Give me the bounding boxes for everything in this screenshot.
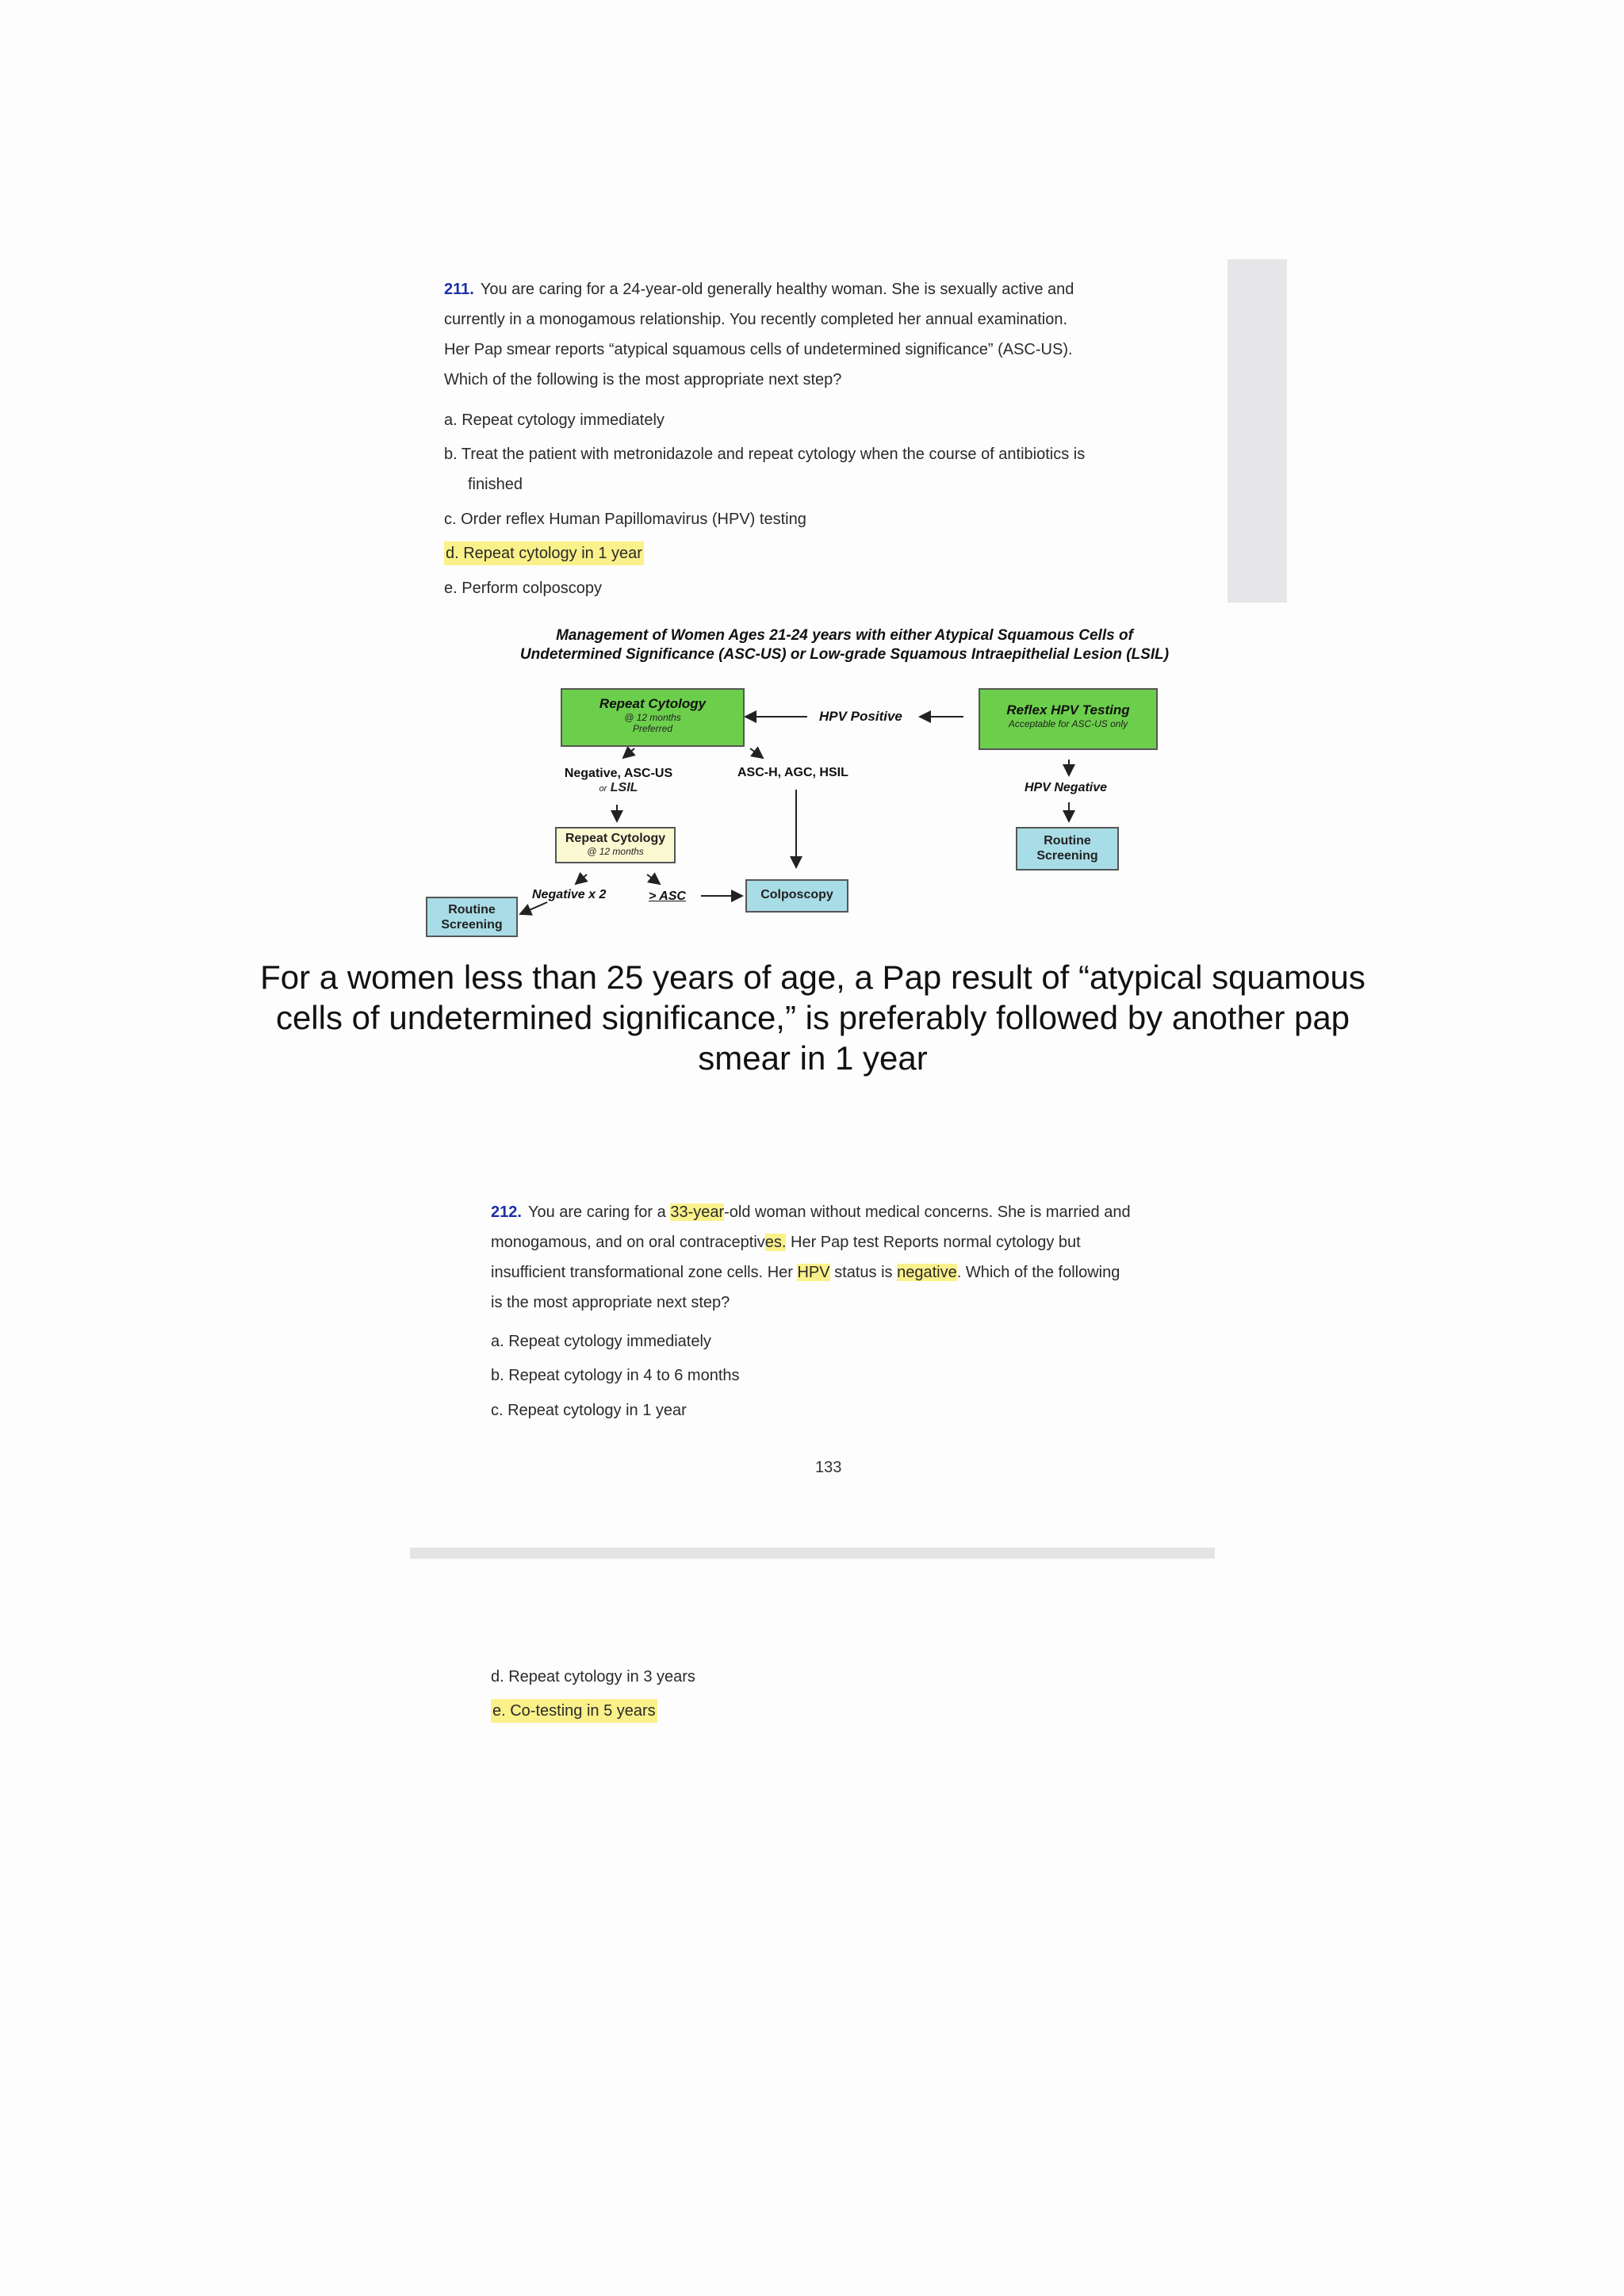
caption-line-3: smear in 1 year <box>698 1039 928 1077</box>
q211-option-d-answer: d. Repeat cytology in 1 year <box>444 541 644 565</box>
explanation-caption <box>198 957 1427 1078</box>
q212-es-highlight: es. <box>764 1234 787 1251</box>
q212-option-e-answer: e. Co-testing in 5 years <box>491 1699 657 1723</box>
q212-line-3a: insufficient transformational zone cells. Her <box>491 1264 798 1281</box>
or-word: or <box>599 784 607 794</box>
repeat-cytology-12mo-title: Repeat Cytology <box>565 832 666 845</box>
q211-line-1: You are caring for a 24-year-old generally healthy woman. She is sexually active and <box>480 281 1074 298</box>
q212-line-1a: You are caring for a <box>527 1203 666 1221</box>
q212-line-1b: -old woman without medical concerns. She is married and <box>724 1203 1131 1221</box>
q212-option-b: b. Repeat cytology in 4 to 6 months <box>491 1367 740 1384</box>
q212-line-3b: status is <box>829 1264 898 1281</box>
repeat-cytology-sub2: Preferred <box>632 723 673 734</box>
q212-line-3c: . Which of the following <box>956 1264 1120 1281</box>
hpv-positive-label: HPV Positive <box>819 709 902 724</box>
q212-stem <box>491 1197 1268 1318</box>
q212-age-highlight: 33-year <box>670 1203 725 1221</box>
repeat-cytology-12mo-sub: @ 12 months <box>587 846 644 857</box>
q212-negative-highlight: negative <box>897 1264 957 1281</box>
repeat-cytology-box <box>561 688 745 747</box>
q211-option-c: c. Order reflex Human Papillomavirus (HPV) testing <box>444 511 806 528</box>
arrow-repeat2-to-asc <box>647 874 660 884</box>
caption-line-2: cells of undetermined significance,” is preferably followed by another pap <box>275 999 1350 1036</box>
asch-agc-hsil-label: ASC-H, AGC, HSIL <box>737 766 848 779</box>
q211-line-4: Which of the following is the most appropriate next step? <box>444 371 842 388</box>
routine-left-line-2: Screening <box>441 918 503 932</box>
or-lsil-text <box>555 781 682 795</box>
q212-hpv-highlight: HPV <box>797 1264 830 1281</box>
colposcopy-text: Colposcopy <box>760 888 833 901</box>
reflex-hpv-sub: Acceptable for ASC-US only <box>1008 718 1128 729</box>
q211-option-e: e. Perform colposcopy <box>444 580 602 597</box>
routine-screening-box-right <box>1016 827 1119 871</box>
q211-option-b: b. Treat the patient with metronidazole and repeat cytology when the course of antibiotics is <box>444 446 1086 463</box>
page-number: 133 <box>815 1459 842 1476</box>
negative-ascus-text: Negative, ASC-US <box>564 767 673 780</box>
arrow-repeat-to-negative <box>623 748 634 758</box>
routine-screening-box-left <box>426 897 518 937</box>
q212-option-d: d. Repeat cytology in 3 years <box>491 1668 695 1686</box>
hpv-negative-label: HPV Negative <box>1025 781 1108 794</box>
arrow-repeat-to-asch <box>750 748 763 758</box>
diagram-title-line-1: Management of Women Ages 21-24 years with either Atypical Squamous Cells of <box>556 627 1133 644</box>
caption-line-1: For a women less than 25 years of age, a Pap result of “atypical squamous <box>260 959 1365 996</box>
arrow-repeat2-to-negx2 <box>576 874 587 884</box>
diagram-title-line-2: Undetermined Significance (ASC-US) or Low-grade Squamous Intraepithelial Lesion (LSIL) <box>519 646 1170 663</box>
repeat-cytology-sub1: @ 12 months <box>624 712 681 723</box>
arrow-negx2-to-routine <box>520 902 547 914</box>
routine-right-line-1: Routine <box>1044 834 1091 848</box>
q211-number: 211. <box>444 281 474 298</box>
q211-option-a: a. Repeat cytology immediately <box>444 411 665 429</box>
q212-line-2b: Her Pap test Reports normal cytology but <box>786 1234 1081 1251</box>
q212-number: 212. <box>491 1203 522 1221</box>
q211-line-3: Her Pap smear reports “atypical squamous cells of undetermined significance” (ASC-US). <box>444 341 1073 358</box>
page-divider <box>410 1548 1215 1559</box>
repeat-cytology-12mo-box <box>555 827 676 863</box>
reflex-hpv-box <box>979 688 1158 750</box>
negative-x2-label: Negative x 2 <box>532 888 607 901</box>
q211-line-2: currently in a monogamous relationship. You recently completed her annual examination. <box>444 311 1068 328</box>
q212-line-4: is the most appropriate next step? <box>491 1294 730 1311</box>
negative-ascus-label <box>555 767 682 795</box>
q212-option-c: c. Repeat cytology in 1 year <box>491 1402 687 1419</box>
repeat-cytology-title: Repeat Cytology <box>599 696 707 711</box>
q212-option-a: a. Repeat cytology immediately <box>491 1333 711 1350</box>
q212-line-2a: monogamous, and on oral contraceptiv <box>491 1234 765 1251</box>
q211-option-b-cont: finished <box>468 476 523 493</box>
routine-left-line-1: Routine <box>448 903 496 916</box>
lsil-word: LSIL <box>610 781 638 794</box>
colposcopy-box <box>745 879 848 913</box>
ge-asc-label: > ASC <box>649 890 686 903</box>
routine-right-line-2: Screening <box>1036 849 1098 863</box>
reflex-hpv-title: Reflex HPV Testing <box>1006 702 1130 718</box>
